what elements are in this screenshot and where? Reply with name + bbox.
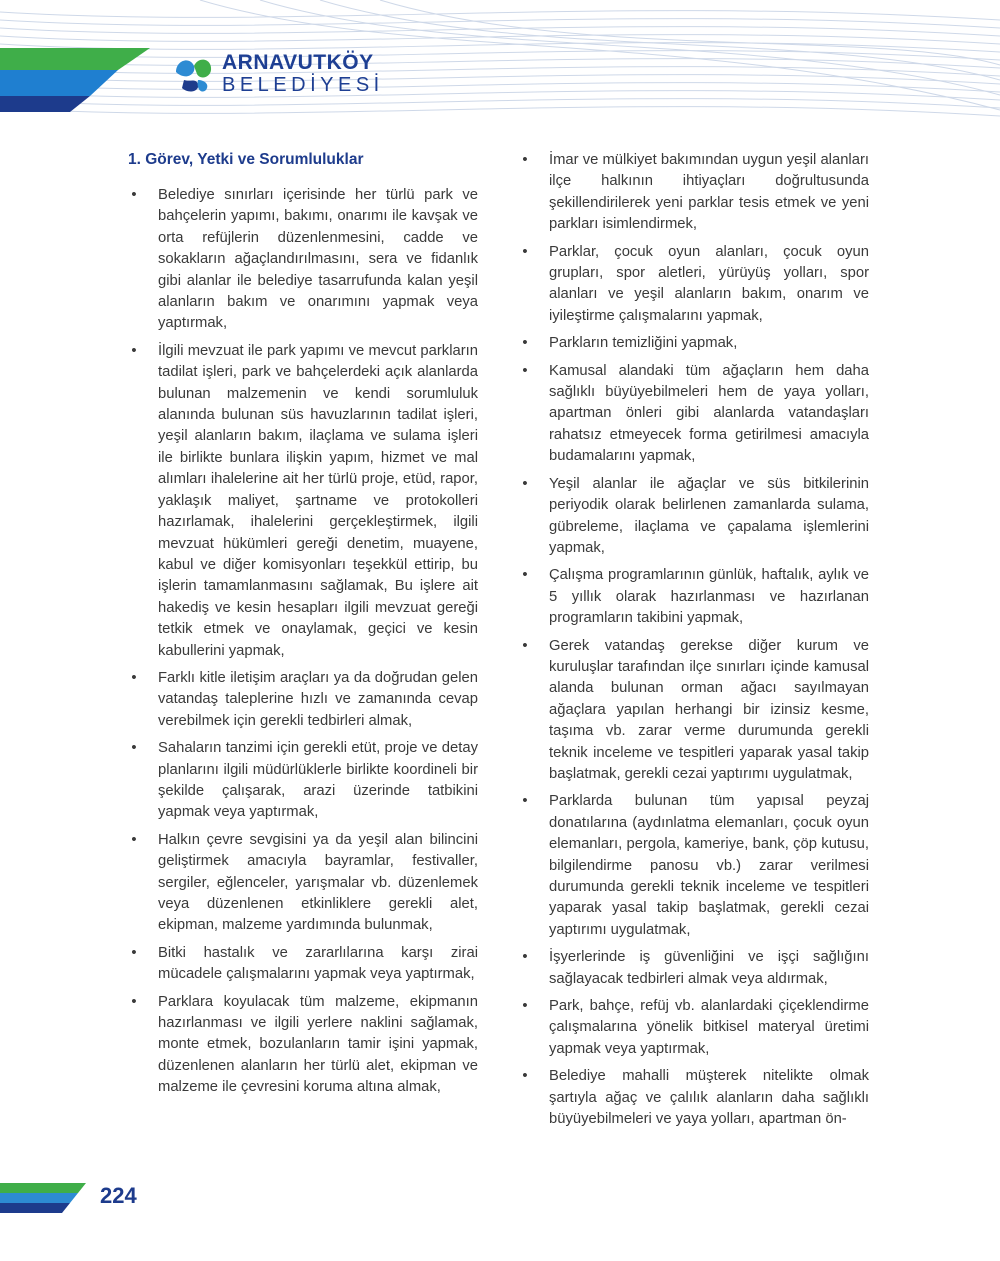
- list-item-text: Sahaların tanzimi için gerekli etüt, proje ve detay planlarını ilgili müdürlüklerle birlikte koordineli bir şekilde çalışarak, arazi üzerinde tatbikini yapmak veya yaptırmak,: [158, 740, 478, 821]
- list-item-text: Belediye mahalli müşterek nitelikte olmak şartıyla ağaç ve çalılık alanların daha sağlıklı büyüyebilmeleri ve yaya yolları, apartman ön-: [549, 1068, 869, 1128]
- bullet-icon: •: [522, 793, 528, 810]
- bullet-icon: •: [522, 567, 528, 584]
- list-item-text: Bitki hastalık ve zararlılarına karşı zirai mücadele çalışmalarını yapmak veya yaptırmak,: [158, 944, 478, 983]
- list-item: [519, 791, 869, 941]
- bullet-icon: •: [522, 152, 528, 168]
- bullet-icon: •: [131, 944, 137, 961]
- arnavutkoy-logo-icon: [170, 50, 216, 96]
- list-item: [519, 242, 869, 328]
- list-item: [128, 341, 478, 662]
- list-item-text: İmar ve mülkiyet bakımından uygun yeşil alanları ilçe halkının ihtiyaçları doğrultusunda şekillendirilerek yeni parklar tesis etmek ve yeni parkları isimlendirmek,: [549, 152, 869, 233]
- list-item-text: Çalışma programlarının günlük, haftalık, aylık ve 5 yıllık olarak hazırlanması ve hazırlanan programların takibini yapmak,: [549, 567, 869, 627]
- left-bullet-list: [128, 185, 478, 1099]
- list-item-text: İşyerlerinde iş güvenliğini ve işçi sağlığını sağlayacak tedbirleri almak veya aldırmak,: [549, 949, 869, 987]
- list-item: [128, 185, 478, 335]
- list-item-text: Yeşil alanlar ile ağaçlar ve süs bitkilerinin periyodik olarak belirlenen zamanlarda sulama, gübreleme, ilaçlama ve çapalama işlemlerini yapmak,: [549, 475, 869, 556]
- bullet-icon: •: [131, 993, 137, 1010]
- list-item-text: Farklı kitle iletişim araçları ya da doğrudan gelen vatandaş taleplerine hızlı ve zamanında cevap verebilmek için gerekli tedbirleri almak,: [158, 669, 478, 729]
- bullet-icon: •: [522, 475, 528, 492]
- list-item-text: Halkın çevre sevgisini ya da yeşil alan bilincini geliştirmek amacıyla bayramlar, festivaller, sergiler, eğlenceler, yarışmalar vb. düzenlemek veya düzenlenen etkinliklere gerekli alet, ekipman, malzeme yardımında bulunmak,: [158, 831, 478, 934]
- list-item: [519, 1066, 869, 1130]
- list-item-text: Parklara koyulacak tüm malzeme, ekipmanın hazırlanması ve ilgili yerlere naklini sağlamak, monte etmek, bozulanların tamir işini yapmak, düzenlenen alanların her türlü alet, ekipman ve malzeme ile çevresini koruma altına almak,: [158, 993, 478, 1096]
- list-item: [128, 830, 478, 937]
- section-title: 1. Görev, Yetki ve Sorumluluklar: [128, 151, 364, 168]
- list-item: [519, 474, 869, 560]
- list-item-text: İlgili mevzuat ile park yapımı ve mevcut parkların tadilat işleri, park ve bahçelerdeki açık alanlarda bulunan malzemenin ve kendi sorumluluk alanında bulunan süs havuzlarının tadilat işleri, yeşil alanların bakım, ilaçlama ve sulama işleri ile birlikte bunlara ilişkin yapım, hizmet ve mal alımları ihalelerine ait her türlü proje, etüd, rapor, yaklaşık maliyet, şartname ve protokolleri hazırlamak, ihalelerini gerçekleştirmek, ilgili mevzuat hükümleri gereği denetim, muayene, kabul ve diğer komisyonları teşekkül ettirip, bu işlerin tamamlanmasını sağlamak, Bu işlere ait hakediş ve kesin hesapları ilgili mevzuat gereği tetkik etmek ve onaylamak, geçici ve kesin kabullerini yapmak,: [158, 342, 478, 659]
- bullet-icon: •: [522, 998, 528, 1015]
- list-item: [128, 668, 478, 732]
- bullet-icon: •: [522, 949, 528, 966]
- bullet-icon: •: [522, 1068, 528, 1085]
- logo-subtitle: BELEDİYESİ: [222, 73, 384, 96]
- list-item: [519, 333, 869, 354]
- list-item: [128, 738, 478, 824]
- list-item: [128, 992, 478, 1099]
- list-item: [519, 636, 869, 786]
- bullet-icon: •: [522, 243, 528, 260]
- list-item: [519, 996, 869, 1060]
- list-item-text: Gerek vatandaş gerekse diğer kurum ve kuruluşlar tarafından ilçe sınırları içinde kamusal alanda bulunan orman ağacı sayılmayan ağaçlara yapılan herhangi bir izinsiz kesme, taşıma vb. zarar verme durumunda gerekli teknik inceleme ve tespitleri yaparak yasal takip başlatmak, gerekli cezai yaptırımı uygulatmak,: [549, 637, 869, 782]
- right-column: [519, 150, 869, 1136]
- list-item-text: Park, bahçe, refüj vb. alanlardaki çiçeklendirme çalışmalarına yönelik bitkisel materyal üretimi yapmak veya yaptırmak,: [549, 998, 869, 1057]
- bullet-icon: •: [522, 362, 528, 379]
- list-item-text: Parklar, çocuk oyun alanları, çocuk oyun grupları, spor aletleri, yürüyüş yolları, spor alanları ve yeşil alanların bakım, onarım ve iyileştirme çalışmalarını yapmak,: [549, 243, 869, 324]
- bullet-icon: •: [131, 669, 137, 686]
- bullet-icon: •: [522, 335, 528, 352]
- list-item: [519, 361, 869, 468]
- header-decoration: [0, 0, 1000, 125]
- right-bullet-list: [519, 150, 869, 1130]
- bullet-icon: •: [131, 740, 137, 757]
- list-item: [519, 565, 869, 629]
- bullet-icon: •: [131, 831, 137, 848]
- list-item: [519, 947, 869, 990]
- list-item: [519, 150, 869, 236]
- page-number: 224: [100, 1183, 137, 1208]
- list-item-text: Kamusal alandaki tüm ağaçların hem daha sağlıklı büyüyebilmeleri hem de yaya yolları, apartman önleri gibi alanlarda vatandaşları rahatsız etmeyecek forma getirilmesi amacıyla budamalarını yapmak,: [549, 362, 869, 465]
- bullet-icon: •: [131, 342, 137, 359]
- list-item-text: Belediye sınırları içerisinde her türlü park ve bahçelerin yapımı, bakımı, onarımı ile kavşak ve orta refüjlerin düzenlenmesini, cadde ve sokakların ağaçlandırılmasını, sera ve fidanlık gibi alanlar ile belediye tasarrufunda kalan yeşil alanların bakım ve onarımını yapmak veya yaptırmak,: [158, 187, 478, 332]
- brand-logo: [170, 48, 384, 98]
- list-item-text: Parkların temizliğini yapmak,: [549, 335, 738, 352]
- bullet-icon: •: [131, 187, 137, 203]
- bullet-icon: •: [522, 637, 528, 654]
- left-column: [128, 148, 478, 1105]
- list-item: [128, 943, 478, 986]
- list-item-text: Parklarda bulunan tüm yapısal peyzaj donatılarına (aydınlatma elemanları, çocuk oyun elemanları, pergola, kameriye, bank, çöp kutusu, bilgilendirme panosu vb.) zarar verilmesi durumunda gerekli teknik inceleme ve tespitleri yaparak yasal takip başlatmak, gerekli cezai yaptırımı uygulatmak,: [549, 793, 869, 938]
- logo-title: ARNAVUTKÖY: [222, 50, 374, 74]
